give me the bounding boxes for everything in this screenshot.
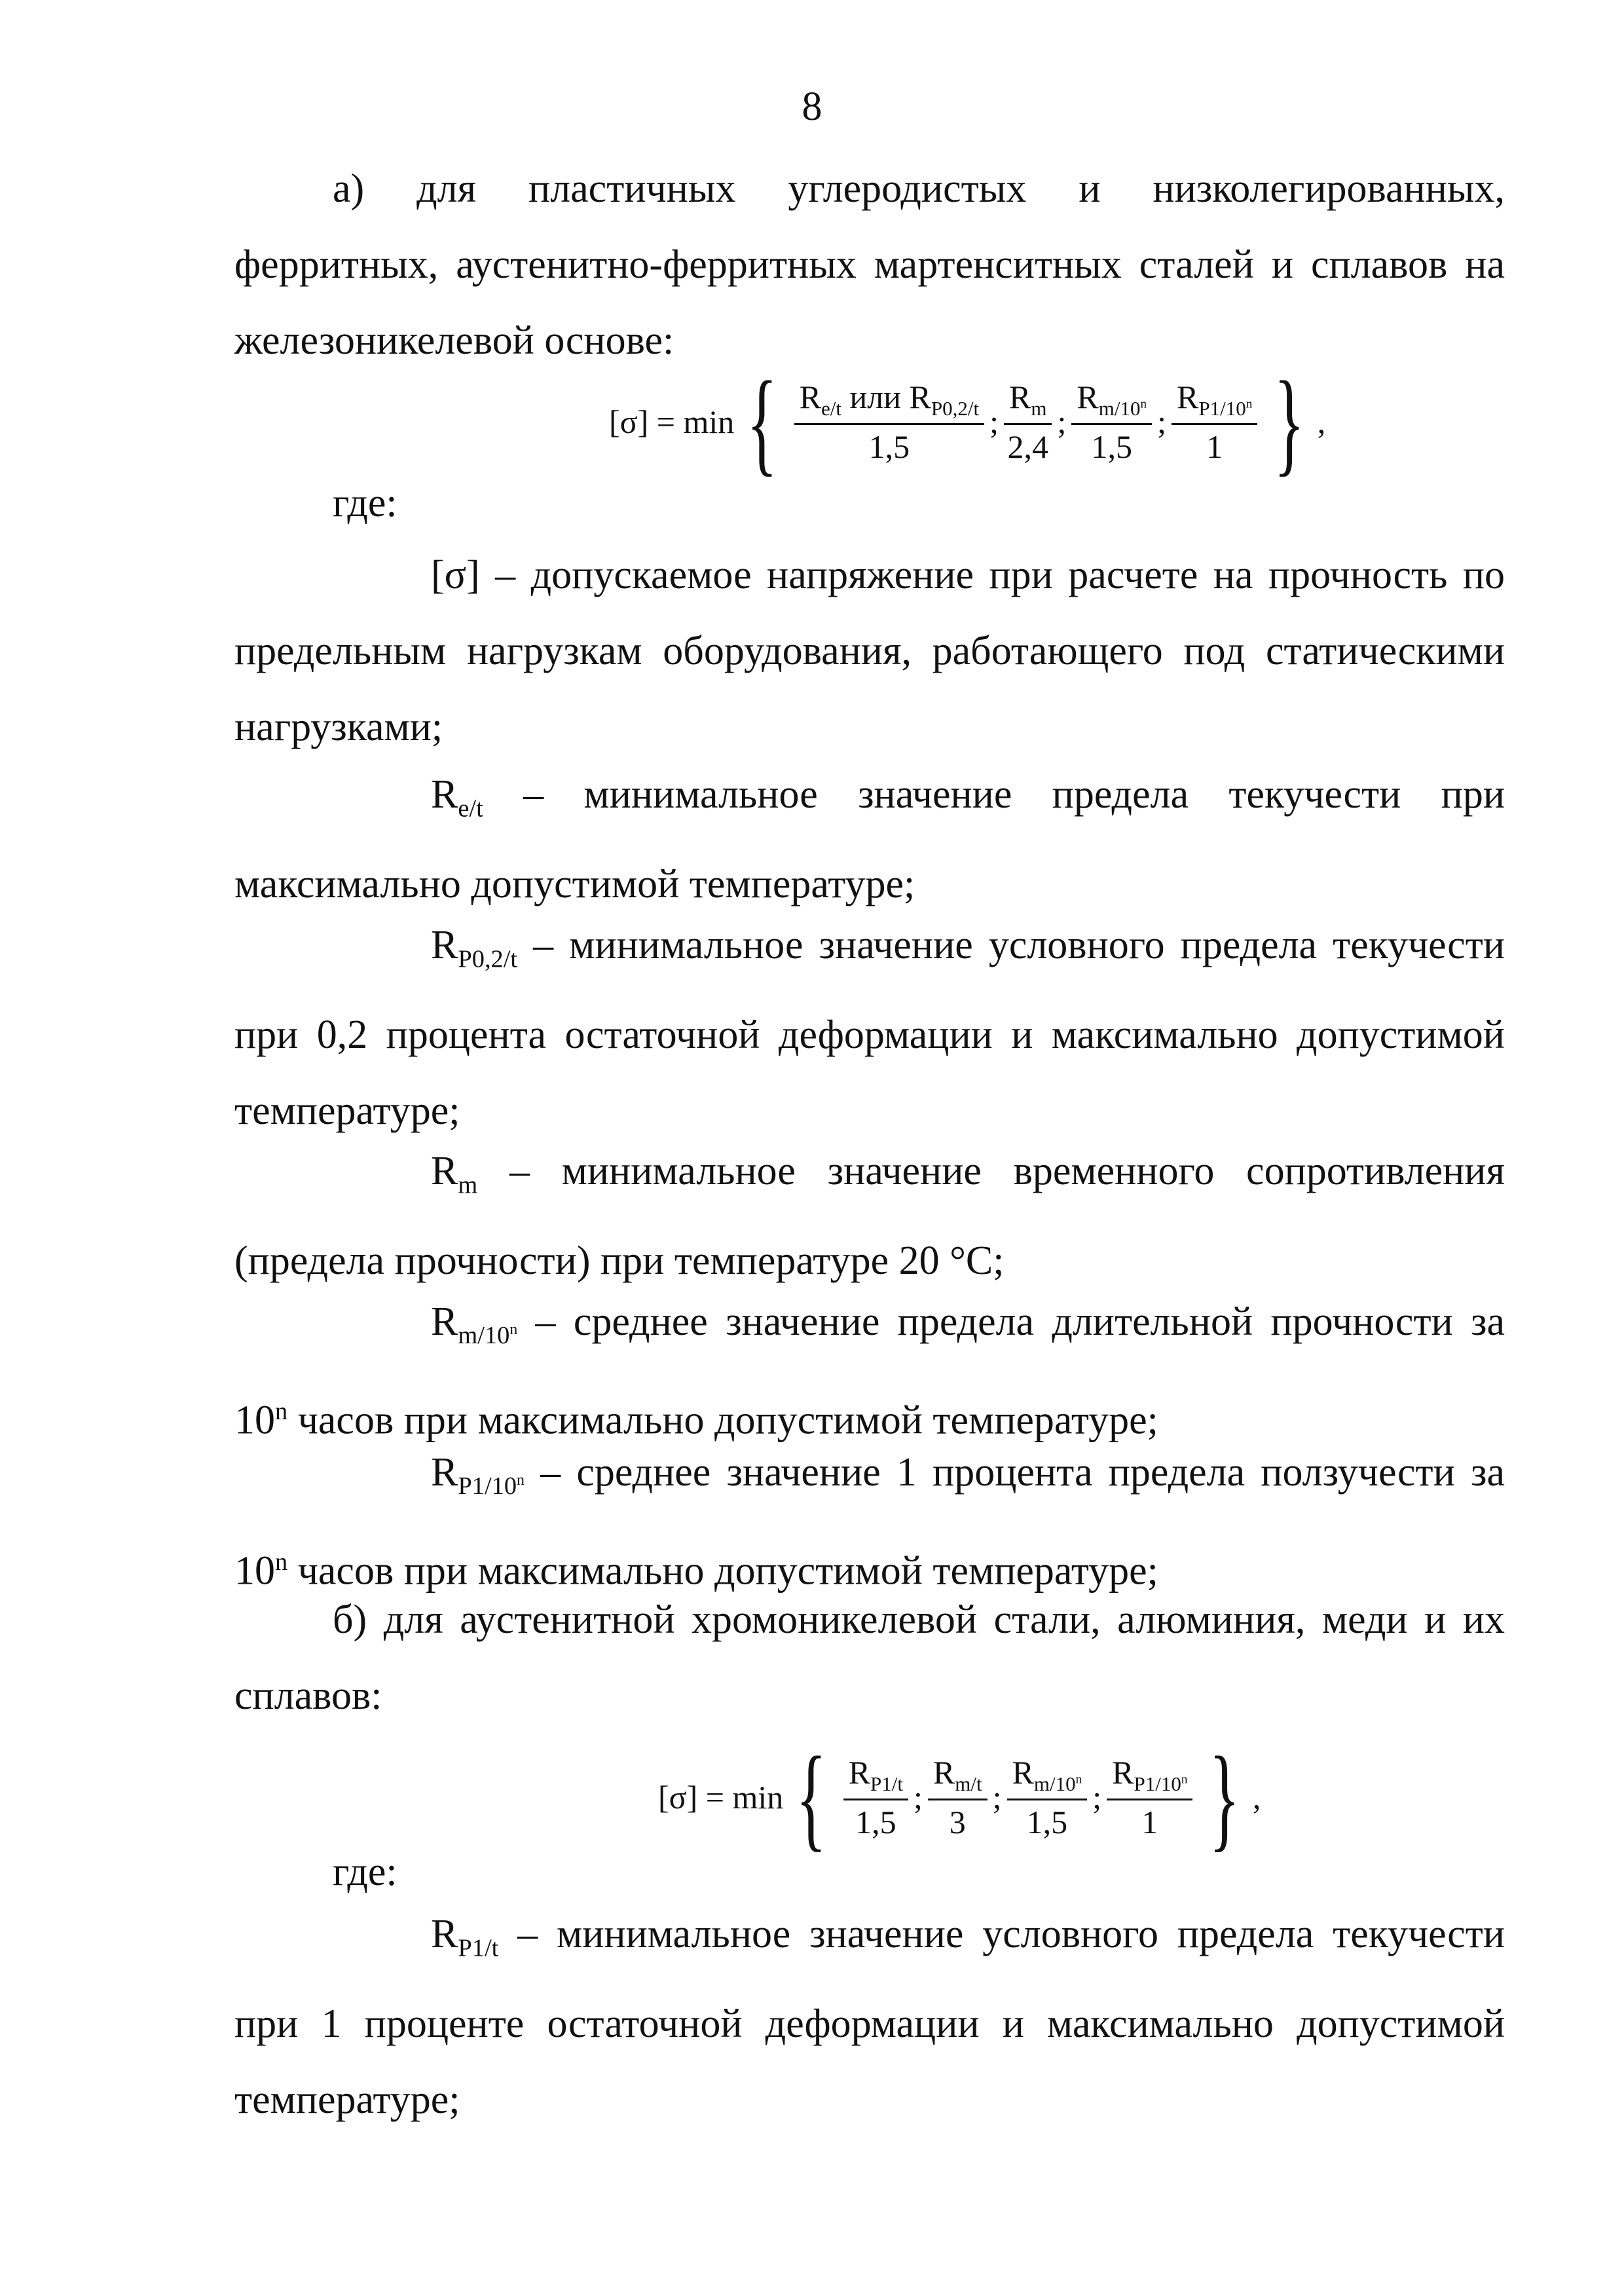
formula-a: [σ] = min { $\frac{R_{e/t} или R_{P0,2/t}}{1,5}$ ; $\frac{R_m}{2,4}$ ; $\frac{R_{m/10^n}}{1,5}$ ; $\frac{R_{P1/10^n}}{1}$ } , <box>609 357 1326 487</box>
section-a-intro: а) для пластичных углеродистых и низколегированных, ферритных, аустенитно-ферритных мартенситных сталей и сплавов на железоникелевой основе: <box>234 166 1505 363</box>
formula-a-term-4: $\frac{R_{P1/10^n}}{1}$ <box>1172 378 1257 466</box>
where-label-a: где: <box>333 481 397 525</box>
r-p1-t-symbol: $R_{P1/t}$ <box>431 1912 499 1962</box>
right-brace: } <box>1209 1732 1240 1862</box>
formula-b-term-3: $\frac{R_{m/10^n}}{1,5}$ <box>1007 1753 1088 1841</box>
formula-a-term-3: $\frac{R_{m/10^n}}{1,5}$ <box>1071 378 1152 466</box>
formula-b-term-2: $\frac{R_{m/t}}{3}$ <box>928 1753 987 1841</box>
formula-b-term-4: $\frac{R_{P1/10^n}}{1}$ <box>1107 1753 1192 1841</box>
formula-b: [σ] = min { $\frac{R_{P1/t}}{1,5}$ ; $\frac{R_{m/t}}{3}$ ; $\frac{R_{m/10^n}}{1,5}$ ; $\frac{R_{P1/10^n}}{1}$ } , <box>658 1732 1261 1862</box>
r-e-t-symbol: $R_{e/t}$ <box>431 772 483 823</box>
right-brace: } <box>1274 357 1305 487</box>
section-b-intro: б) для аустенитной хромоникелевой стали, алюминия, меди и их сплавов: <box>234 1597 1505 1718</box>
definition-r-p1-t: $R_{P1/t}$ – минимальное значение условного предела текучести при 1 проценте остаточной деформации и максимально допустимой температуре; <box>234 1896 1505 2138</box>
formula-a-lhs: [σ] = min <box>609 403 735 440</box>
left-brace: { <box>796 1732 827 1862</box>
formula-a-term-2: $\frac{R_m}{2,4}$ <box>1004 378 1052 466</box>
formula-b-lhs: [σ] = min <box>658 1779 784 1816</box>
r-p1-10n-symbol: $R_{P1/10^n}$ <box>431 1450 525 1501</box>
r-m-symbol: $R_m$ <box>431 1149 478 1199</box>
formula-b-term-1: $\frac{R_{P1/t}}{1,5}$ <box>843 1753 908 1841</box>
definition-r-e-t: $R_{e/t}$ – минимальное значение предела текучести при максимально допустимой температуре; <box>234 756 1505 922</box>
definition-r-m-10n: $R_{m/10^n}$ – среднее значение предела длительной прочности за 10$^n$ часов при максимально допустимой температуре; <box>234 1284 1505 1459</box>
definition-sigma: [σ] – допускаемое напряжение при расчете на прочность по предельным нагрузкам оборудования, работающего под статическими нагрузками; <box>234 537 1505 765</box>
formula-a-term-1: $\frac{R_{e/t} или R_{P0,2/t}}{1,5}$ <box>794 378 984 466</box>
where-label-b: где: <box>333 1850 397 1894</box>
page-number: 8 <box>802 84 822 129</box>
definition-r-m: $R_m$ – минимальное значение временного сопротивления (предела прочности) при температуре 20 °С; <box>234 1133 1505 1299</box>
r-m-10n-symbol: $R_{m/10^n}$ <box>431 1299 518 1350</box>
r-p02-symbol: $R_{P0,2/t}$ <box>431 923 518 973</box>
definition-r-p1-10n: $R_{P1/10^n}$ – среднее значение 1 процента предела ползучести за 10$^n$ часов при максимально допустимой температуре; <box>234 1434 1505 1609</box>
left-brace: { <box>747 357 778 487</box>
sigma-symbol: [σ] <box>431 553 480 597</box>
definition-r-p02: $R_{P0,2/t}$ – минимальное значение условного предела текучести при 0,2 процента остаточной деформации и максимально допустимой температуре; <box>234 907 1505 1149</box>
